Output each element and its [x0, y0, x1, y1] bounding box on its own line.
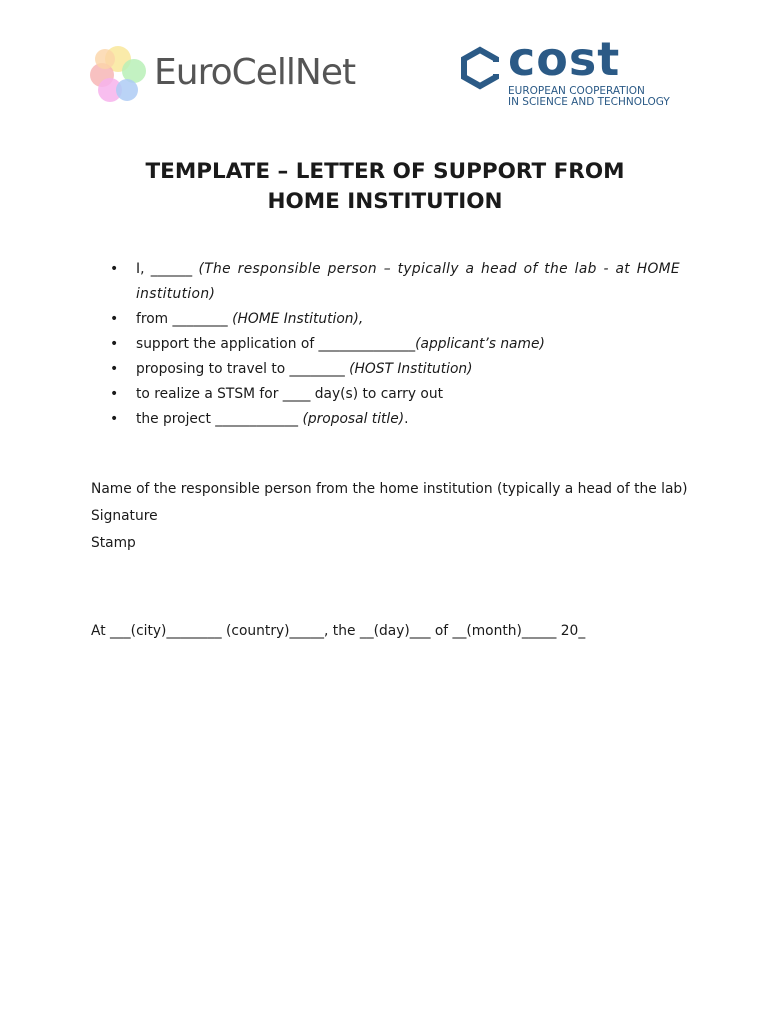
cost-logo [458, 32, 688, 114]
list-item-note: (HOME Institution), [232, 311, 364, 327]
list-item-text: from ________ [136, 311, 233, 327]
signature-line: Signature [91, 508, 158, 524]
support-statement-list [110, 257, 680, 432]
list-item-text: I, ______ [136, 261, 199, 277]
list-item [110, 332, 680, 357]
cost-subtitle [508, 86, 670, 108]
list-item-text: the project ____________ [136, 411, 303, 427]
flower-circles-icon [88, 44, 152, 106]
cost-subtitle-line-1: EUROPEAN COOPERATION [508, 85, 645, 97]
list-item-text: support the application of ______________ [136, 336, 416, 352]
responsible-person-line: Name of the responsible person from the home institution (typically a head of the lab) [91, 481, 688, 497]
cost-logo-text: cost [508, 32, 621, 86]
cost-subtitle-line-2: IN SCIENCE AND TECHNOLOGY [508, 96, 670, 108]
list-item-tail: . [404, 411, 409, 427]
list-item-text: to realize a STSM for ____ day(s) to carry out [136, 386, 443, 402]
list-item [110, 257, 680, 307]
list-item-note: (HOST Institution) [349, 361, 473, 377]
list-item [110, 307, 680, 332]
document-title [0, 157, 770, 217]
eurocellnet-logo-text: EuroCellNet [154, 52, 356, 93]
list-item [110, 382, 680, 407]
title-line-1: TEMPLATE – LETTER OF SUPPORT FROM [145, 159, 625, 184]
list-item-note: (applicant’s name) [415, 336, 545, 352]
list-item-note: (The responsible person – typically a head of the lab - at HOME institution) [136, 261, 680, 302]
eurocellnet-logo [88, 42, 356, 106]
list-item [110, 357, 680, 382]
place-date-line: At ___(city)________ (country)_____, the __(day)___ of __(month)_____ 20_ [91, 623, 586, 639]
list-item [110, 407, 680, 432]
stamp-line: Stamp [91, 535, 136, 551]
list-item-note: (proposal title) [302, 411, 405, 427]
cost-hexagon-icon [458, 46, 502, 90]
title-line-2: HOME INSTITUTION [267, 189, 503, 214]
list-item-text: proposing to travel to ________ [136, 361, 350, 377]
